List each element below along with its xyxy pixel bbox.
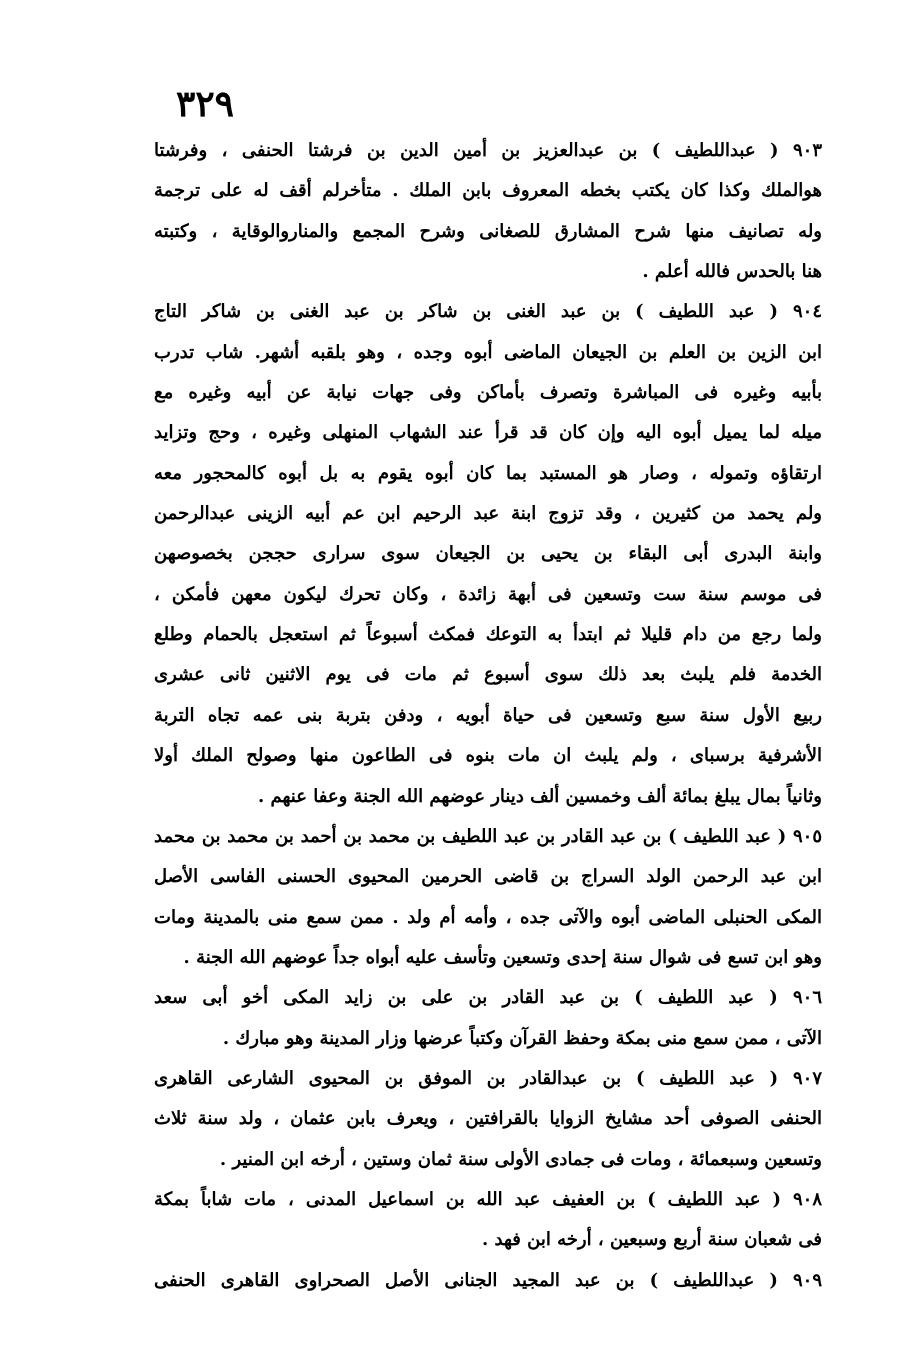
- text-line: الآتى ، ممن سمع منى بمكة وحفظ القرآن وكتباً عرضها وزار المدينة وهو مبارك .: [222, 1027, 822, 1049]
- text-line: وثانياً بمال يبلغ بمائة ألف وخمسين ألف دينار عوضهم الله الجنة وعفا عنهم .: [257, 785, 822, 807]
- text-line: ٩٠٧ ( عبد اللطيف ) بن عبدالقادر بن الموفق بن المحيوى الشارعى القاهرى: [154, 1067, 822, 1089]
- text-line: وتسعين وسبعمائة ، ومات فى جمادى الأولى سنة ثمان وستين ، أرخه ابن المنير .: [219, 1148, 822, 1170]
- text-line: ميله لما يميل أبوه اليه وإن كان قد قرأ عند الشهاب المنهلى وغيره ، وحج وتزايد: [154, 422, 822, 444]
- text-line: فى شعبان سنة أربع وسبعين ، أرخه ابن فهد .: [482, 1229, 822, 1251]
- text-line: فى موسم سنة ست وتسعين فى أبهة زائدة ، وكان تحرك ليكون معهن فأمكن ،: [154, 583, 822, 605]
- text-line: ربيع الأول سنة سبع وتسعين فى حياة أبويه ، ودفن بتربة بنى عمه تجاه التربة: [154, 704, 822, 726]
- text-line: ولم يحمد من كثيرين ، وقد تزوج ابنة عبد الرحيم ابن عم أبيه الزينى عبدالرحمن: [154, 503, 822, 525]
- text-line: بأبيه وغيره فى المباشرة وتصرف بأماكن وفى جهات نيابة عن أبيه وغيره مع: [154, 382, 822, 404]
- text-line: هنا بالحدس فالله أعلم .: [642, 261, 822, 283]
- text-line: ٩٠٤ ( عبد اللطيف ) بن عبد الغنى بن شاكر بن عبد الغنى بن شاكر التاج: [154, 301, 822, 323]
- text-line: ولما رجع من دام قليلا ثم ابتدأ به التوعك فمكث أسبوعاً ثم استعجل بالحمام وطلع: [154, 624, 822, 646]
- text-line: وابنة البدرى أبى البقاء بن يحيى بن الجيعان سوى سرارى حججن بخصوصهن: [154, 543, 822, 565]
- text-line: ابن الزين بن العلم بن الجيعان الماضى أبوه وجده ، وهو بلقبه أشهر. شاب تدرب: [154, 341, 822, 363]
- text-line: الأشرفية برسباى ، ولم يلبث ان مات بنوه فى الطاعون منها وصولح الملك أولا: [154, 745, 822, 767]
- body-text: [154, 131, 822, 1301]
- text-line: الحنفى الصوفى أحد مشايخ الزوايا بالقرافتين ، ويعرف بابن عثمان ، ولد سنة ثلاث: [154, 1108, 822, 1130]
- text-line: الخدمة فلم يلبث بعد ذلك سوى أسبوع ثم مات فى يوم الاثنين ثانى عشرى: [154, 664, 822, 686]
- text-line: وهو ابن تسع فى شوال سنة إحدى وتسعين وتأسف عليه أبواه جداً عوضهم الله الجنة .: [183, 946, 822, 968]
- text-line: ابن عبد الرحمن الولد السراج بن قاضى الحرمين المحيوى الحسنى الفاسى الأصل: [154, 866, 822, 888]
- text-line: ٩٠٥ ( عبد اللطيف ) بن عبد القادر بن عبد اللطيف بن محمد بن أحمد بن محمد بن محمد: [154, 825, 822, 847]
- text-line: ٩٠٣ ( عبداللطيف ) بن عبدالعزيز بن أمين الدين بن فرشتا الحنفى ، وفرشتا: [154, 140, 822, 161]
- text-line: ارتقاؤه وتموله ، وصار هو المستبد بما كان أبوه يقوم به بل أبوه كالمحجور معه: [154, 462, 822, 484]
- text-line: ٩٠٨ ( عبد اللطيف ) بن العفيف عبد الله بن اسماعيل المدنى ، مات شاباً بمكة: [154, 1188, 822, 1210]
- text-line: ٩٠٩ ( عبداللطيف ) بن عبد المجيد الجنانى الأصل الصحراوى القاهرى الحنفى: [154, 1269, 822, 1291]
- text-line: هوالملك وكذا كان يكتب بخطه المعروف بابن الملك . متأخرلم أقف له على ترجمة: [154, 180, 822, 202]
- text-line: المكى الحنبلى الماضى أبوه والآتى جده ، وأمه أم ولد . ممن سمع منى بالمدينة ومات: [154, 906, 822, 928]
- text-line: ٩٠٦ ( عبد اللطيف ) بن عبد القادر بن على بن زايد المكى أخو أبى سعد: [154, 987, 822, 1009]
- page-number: ٣٢٩: [176, 83, 235, 125]
- text-line: وله تصانيف منها شرح المشارق للصغانى وشرح المجمع والمناروالوقاية ، وكتبته: [154, 220, 822, 242]
